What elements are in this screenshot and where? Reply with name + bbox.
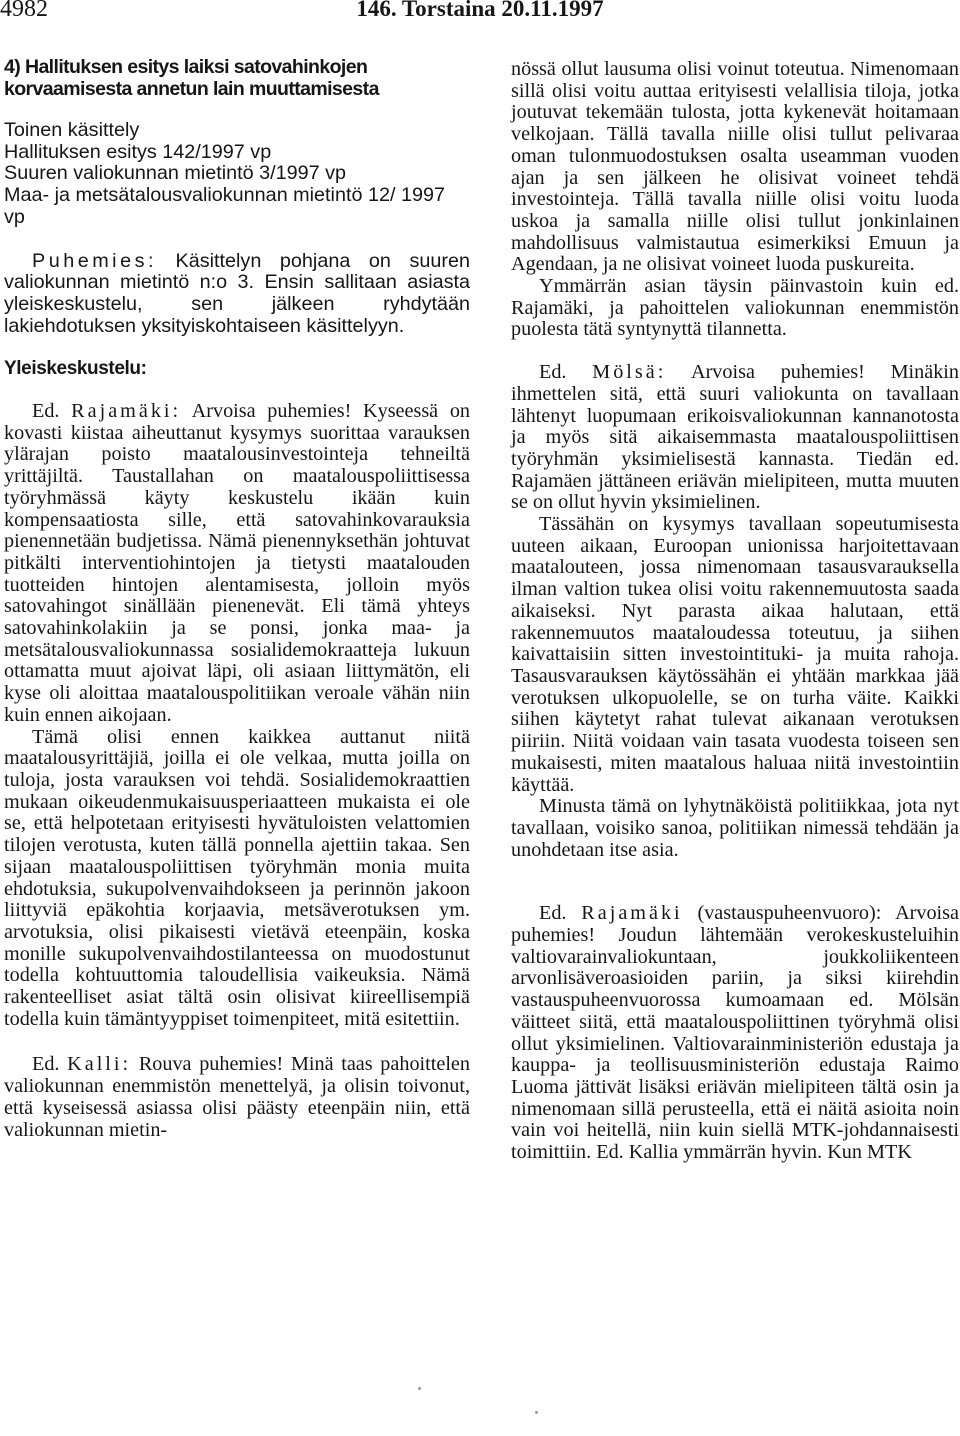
agenda-item-title: 4) Hallituksen esitys laiksi satovahinkojen korvaamisesta annetun lain muuttamisesta (4, 56, 379, 100)
ed-prefix: Ed. (32, 400, 72, 423)
speech-paragraph: Tämä olisi ennen kaikkea auttanut niitä maatalousyrittäjiä, joilla ei ole velkaa, mutta joilla on tuloja, josta varauksen voi tehdä. Sosialidemokraattien mukaan oikeudenmukaisuusperiaatteen mukaista ei ole se, että helpotetaan erityisesti hyvätuloisten velattomien tilojen verotusta, kuten tällä ponnella ajettiin takaa. Sen sijaan maatalouspoliittisen työryhmän monia muita ehdotuksia, sukupolvenvaihdokseen ja perinnön jakoon liittyviä epäkohtia korjaavia, metsäverotuksen ym. arvotuksia, olisi pikaisesti vietävä eteenpäin, koska monille sukupolvenvaihdostilanteessa on muodostunut todella kohtuuttomia taloudellisia vaikeuksia. Nämä rakenteelliset asiat tältä osin olisivat kiireellisempiä todella kuin tämäntyyppiset toimenpiteet, mitä esitettiin. (4, 725, 470, 1030)
reading-stage: Toinen käsittely (4, 119, 140, 141)
speech-paragraph (4, 1054, 470, 1141)
speaker-name: Mölsä: (592, 361, 667, 384)
document-reference: Maa- ja metsätalousvaliokunnan mietintö 12/ 1997 vp (4, 184, 445, 228)
ed-prefix: Ed. (32, 1053, 68, 1076)
speaker-name: Puhemies: (32, 249, 157, 272)
document-reference: Hallituksen esitys 142/1997 vp (4, 140, 272, 163)
section-heading: Yleiskeskustelu: (4, 358, 147, 380)
speech-paragraph: Ymmärrän asian täysin päinvastoin kuin ed. Rajamäki, ja pahoittelen valiokunnan enemmistön puolesta tätä syntynyttä tilannetta. (511, 275, 959, 341)
speaker-name: Rajamäki: (71, 400, 182, 423)
session-running-head: 146. Torstaina 20.11.1997 (356, 0, 604, 21)
speaker-name: Rajamäki (581, 902, 683, 925)
speech-paragraph (4, 401, 470, 727)
page-number: 4982 (0, 0, 48, 22)
ed-prefix: Ed. (539, 902, 582, 925)
speech-text: (vastauspuheenvuoro): Arvoisa puhemies! Joudun lähtemään verokeskusteluihin valtiovarainvaliokuntaan, joukkoliikenteen arvonlisäveroasioiden pariin, ja siksi kiirehdin vastauspuheenvuorossa kumoamaan ed. Mölsän väitteet siitä, että maatalouspoliittinen työryhmä olisi ollut yksimielinen. Valtiovarainministeriön edustaja ja kauppa- ja teollisuusministeriön edustaja Raimo Luoma jättivät lisäksi eriävän mielipiteen tältä osin ja nimenomaan sillä perusteella, että ei näitä asioita noin vain voi heitellä, niin kuin siellä MTK-johdannaisesti toimittiin. Ed. Kallia ymmärrän hyvin. Kun MTK (511, 902, 959, 1164)
ed-prefix: Ed. (539, 361, 593, 384)
document-reference: Suuren valiokunnan mietintö 3/1997 vp (4, 162, 347, 185)
speech-paragraph: Tässähän on kysymys tavallaan sopeutumisesta uuteen aikaan, Euroopan unionissa harjoitettavaan maatalouteen, jossa nimenomaan tasausvarauksella ilman valtion tukea olisi voitu rakennemuutosta saada aikaiseksi. Nyt parasta aikaa halutaan, että rakennemuutos maataloudessa toteutuu, ja siihen kaivattaisiin sitten investointituki- ja muita rahoja. Tasausvarauksen käytössähän ei yhtään markkaa jää verotuksen ulkopuolelle, se on turha väite. Kaikki siihen käytetyt rahat tulevat aikanaan verotuksen piiriin. Niitä voidaan vain tasata vuodesta toiseen sen mukaisesti, miten maatalous haluaa niitä investointiin käyttää. (511, 513, 959, 796)
speech-text: Käsittelyn pohjana on suuren valiokunnan mietintö n:o 3. Ensin sallitaan asiasta yleiskeskustelu, sen jälkeen ryhdytään lakiehdotuksen yksityiskohtaiseen käsittelyyn. (4, 249, 470, 337)
scan-speck (535, 1411, 538, 1414)
page-header (0, 0, 960, 36)
left-column (4, 57, 470, 1141)
speaker-name: Kalli: (67, 1053, 132, 1076)
speech-text: Arvoisa puhemies! Kyseessä on kovasti kiistaa aiheuttanut kysymys suorittaa varauksen ylärajan poisto maatalousinvestointeja tehneiltä yrittäjiltä. Taustallahan on maatalouspoliittisessa työryhmässä käyty keskustelu ikään kuin kompensaatiosta sille, että satovahinkovarauksia pienennetään budjetissa. Nämä pienennyksethän johtuvat pitkälti interventiohintojen ja tietysti maatalouden tuotteiden hintojen alentamisesta, jolloin myös satovahingot sinällään pienenevät. Eli tämä yhteys satovahinkolakiin ja se ponsi, jonka maa- ja metsätalousvaliokunnassa sosialidemokraatteja lukuun ottamatta muut ajoivat läpi, oli asiaan liittymätön, eli kyse oli aloittaa maatalouspolitiikan veroale vähän niin kuin ennen aikojaan. (4, 400, 471, 726)
right-column (511, 59, 959, 1164)
speech-text: Rouva puhemies! Minä taas pahoittelen valiokunnan enemmistön menettelyä, ja olisin toivonut, että kyseisessä asiassa olisi päästy eteenpäin niin, että valiokunnan mietin- (4, 1053, 470, 1141)
speech-text: Arvoisa puhemies! Minäkin ihmettelen sitä, että suuri valiokunta on tavallaan lähtenyt luopumaan erikoisvaliokunnan kannanotosta ja myös sitä aikaisemmasta maatalouspoliittisen työryhmän yksimielisestä kannasta. Tiedän ed. Rajamäen jättäneen eriävän mielipiteen, mutta muuten se on ollut hyvin yksimielinen. (511, 361, 959, 514)
chair-statement (4, 251, 470, 338)
speech-paragraph (511, 362, 959, 514)
speech-paragraph: Minusta tämä on lyhytnäköistä politiikkaa, jota nyt tavallaan, voisiko sanoa, politiikan nimessä tehdään ja unohdetaan itse asia. (511, 795, 959, 861)
scan-speck (418, 1387, 421, 1390)
speech-paragraph: nössä ollut lausuma olisi voinut toteutua. Nimenomaan sillä olisi voitu auttaa erityisesti velallisia tiloja, jotka joutuvat tekemään tulosta, jotta kykenevät hoitamaan velkojaan. Tällä tavalla niille olisi tullut pelivaraa oman tulonmuodostuksen osalta useamman vuoden ajan ja sen jälkeen he olisivat voineet tehdä investointeja. Tällä tavalla niille olisi voitu luoda uskoa ja samalla niille olisi tullut jonkinlainen mahdollisuus valmistautua esimerkiksi Emuun ja Agendaan, ja ne olisivat voineet luoda puskureita. (511, 58, 959, 276)
speech-paragraph (511, 903, 959, 1163)
